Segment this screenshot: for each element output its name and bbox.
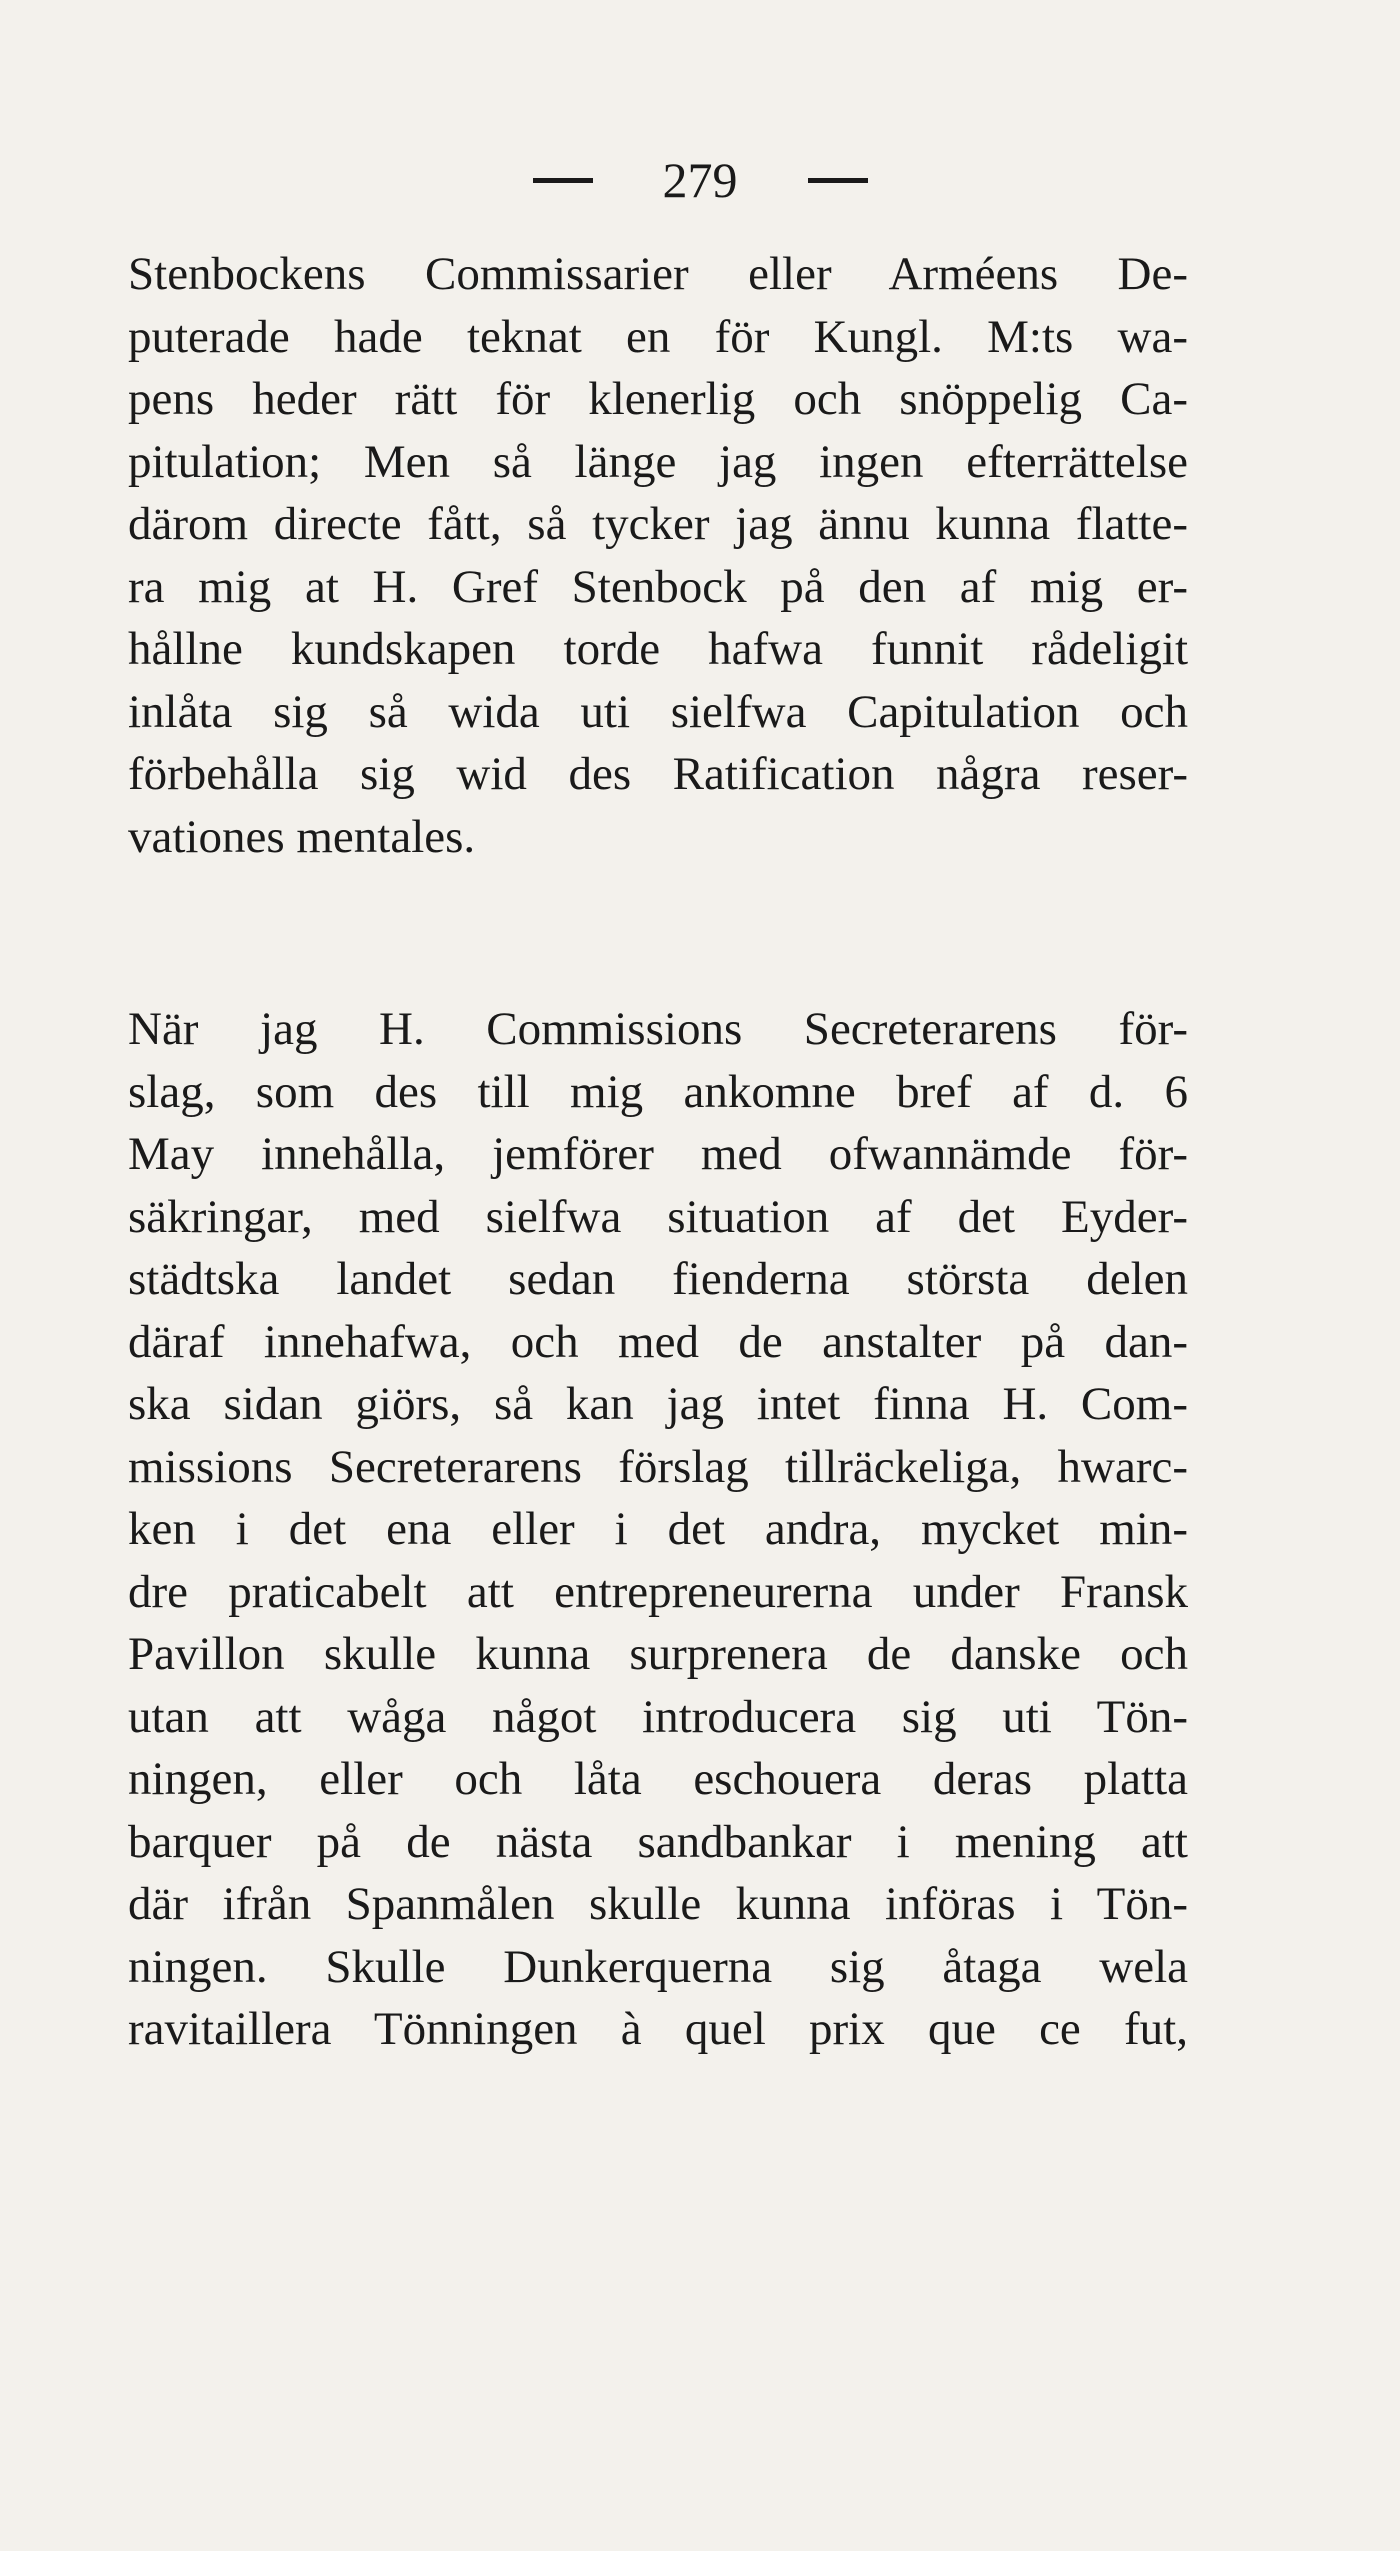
text-line: städtska landet sedan fienderna största delen [128,1253,1188,1305]
text-line: förbehålla sig wid des Ratification några reser- [128,748,1188,800]
text-line: ravitaillera Tönningen à quel prix que ce fut, [128,2003,1188,2055]
text-line: Pavillon skulle kunna surprenera de danske och [128,1628,1188,1680]
text-line: säkringar, med sielfwa situation af det Eyder- [128,1190,1188,1243]
text-line: därom directe fått, så tycker jag ännu kunna flatte- [128,498,1188,550]
text-line: dre praticabelt att entrepreneurerna under Fransk [128,1565,1188,1618]
text-line: utan att wåga något introducera sig uti Tön- [128,1690,1188,1743]
text-line: När jag H. Commissions Secreterarens för- [128,1003,1188,1055]
text-line: ningen, eller och låta eschouera deras platta [128,1753,1188,1805]
text-line: May innehålla, jemförer med ofwannämde för- [128,1128,1188,1180]
text-line: vationes mentales. [128,810,476,863]
text-line: ken i det ena eller i det andra, mycket min- [128,1503,1188,1555]
page-number: 279 [662,152,738,208]
header-dash-left [533,178,593,183]
text-line: pens heder rätt för klenerlig och snöppelig Ca- [128,373,1188,425]
paragraph-1 [128,243,1188,868]
paragraph-2 [128,998,1188,2061]
text-line: pitulation; Men så länge jag ingen efterrättelse [128,435,1188,488]
text-line: Stenbockens Commissarier eller Arméens De- [128,248,1188,300]
text-line: barquer på de nästa sandbankar i mening att [128,1815,1188,1868]
text-line: inlåta sig så wida uti sielfwa Capitulation och [128,685,1188,738]
text-line: där ifrån Spanmålen skulle kunna införas i Tön- [128,1878,1188,1930]
page-header [0,150,1400,210]
text-line: slag, som des till mig ankomne bref af d. 6 [128,1065,1188,1118]
text-line: hållne kundskapen torde hafwa funnit rådeligit [128,623,1188,675]
text-line: puterade hade teknat en för Kungl. M:ts wa- [128,310,1188,363]
text-line: ningen. Skulle Dunkerquerna sig åtaga wela [128,1940,1188,1993]
text-line: ska sidan giörs, så kan jag intet finna H. Com- [128,1378,1188,1430]
text-line: ra mig at H. Gref Stenbock på den af mig er- [128,560,1188,613]
text-line: missions Secreterarens förslag tillräckeliga, hwarc- [128,1440,1188,1493]
header-dash-right [808,178,868,183]
text-line: däraf innehafwa, och med de anstalter på dan- [128,1315,1188,1368]
